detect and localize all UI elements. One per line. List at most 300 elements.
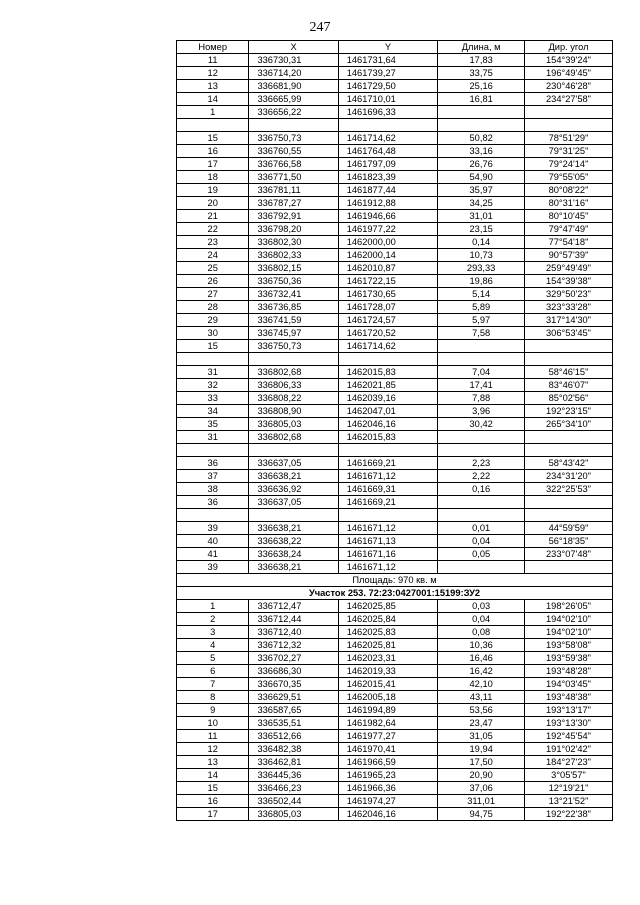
table-row xyxy=(177,67,613,80)
cell-x xyxy=(249,119,338,132)
table-row xyxy=(177,548,613,561)
table-row xyxy=(177,392,613,405)
cell-number: 22 xyxy=(177,223,249,236)
cell-angle: 154°39'38" xyxy=(524,275,612,288)
table-row xyxy=(177,457,613,470)
table-row xyxy=(177,652,613,665)
cell-x: 336802,33 xyxy=(249,249,338,262)
cell-number: 15 xyxy=(177,782,249,795)
cell-number: 14 xyxy=(177,769,249,782)
cell-length: 0,08 xyxy=(438,626,525,639)
cell-number: 26 xyxy=(177,275,249,288)
cell-x: 336802,68 xyxy=(249,366,338,379)
table-row xyxy=(177,431,613,444)
table-row xyxy=(177,132,613,145)
cell-angle: 83°46'07" xyxy=(524,379,612,392)
cell-length xyxy=(438,119,525,132)
page-number: 247 xyxy=(309,20,331,35)
cell-y: 1461714,62 xyxy=(338,132,438,145)
cell-x: 336781,11 xyxy=(249,184,338,197)
cell-length: 20,90 xyxy=(438,769,525,782)
cell-number: 11 xyxy=(177,54,249,67)
cell-x: 336802,68 xyxy=(249,431,338,444)
cell-x: 336805,03 xyxy=(249,418,338,431)
cell-length: 35,97 xyxy=(438,184,525,197)
table-row xyxy=(177,80,613,93)
table-row xyxy=(177,704,613,717)
cell-x: 336741,59 xyxy=(249,314,338,327)
cell-y: 1461977,22 xyxy=(338,223,438,236)
table-row xyxy=(177,470,613,483)
cell-y xyxy=(338,444,438,457)
cell-y: 1461912,88 xyxy=(338,197,438,210)
cell-y xyxy=(338,119,438,132)
cell-y: 1462000,14 xyxy=(338,249,438,262)
cell-number: 1 xyxy=(177,106,249,119)
table-row xyxy=(177,730,613,743)
cell-angle: 90°57'39" xyxy=(524,249,612,262)
table-row xyxy=(177,613,613,626)
cell-number: 37 xyxy=(177,470,249,483)
cell-angle xyxy=(524,496,612,509)
cell-x: 336766,58 xyxy=(249,158,338,171)
cell-y: 1461965,23 xyxy=(338,769,438,782)
cell-y: 1461729,50 xyxy=(338,80,438,93)
cell-number: 39 xyxy=(177,561,249,574)
cell-y: 1461982,64 xyxy=(338,717,438,730)
cell-length: 2,22 xyxy=(438,470,525,483)
cell-y: 1461823,39 xyxy=(338,171,438,184)
header-y: Y xyxy=(338,41,438,54)
cell-angle xyxy=(524,340,612,353)
table-row xyxy=(177,600,613,613)
cell-x: 336806,33 xyxy=(249,379,338,392)
cell-x: 336681,90 xyxy=(249,80,338,93)
cell-angle: 191°02'42" xyxy=(524,743,612,756)
cell-x: 336732,41 xyxy=(249,288,338,301)
cell-number: 14 xyxy=(177,93,249,106)
table-row xyxy=(177,769,613,782)
table-row xyxy=(177,678,613,691)
table-row xyxy=(177,665,613,678)
cell-length: 5,89 xyxy=(438,301,525,314)
cell-x: 336750,36 xyxy=(249,275,338,288)
cell-angle: 85°02'56" xyxy=(524,392,612,405)
area-row xyxy=(177,574,613,587)
cell-x: 336535,51 xyxy=(249,717,338,730)
cell-x: 336712,44 xyxy=(249,613,338,626)
table-summary xyxy=(177,574,613,600)
cell-angle: 44°59'59" xyxy=(524,522,612,535)
table-row xyxy=(177,483,613,496)
cell-number: 27 xyxy=(177,288,249,301)
cell-length: 5,97 xyxy=(438,314,525,327)
cell-x: 336636,92 xyxy=(249,483,338,496)
table-row xyxy=(177,366,613,379)
cell-number xyxy=(177,509,249,522)
cell-length: 26,76 xyxy=(438,158,525,171)
cell-x: 336502,44 xyxy=(249,795,338,808)
table-row xyxy=(177,145,613,158)
cell-angle: 56°18'35" xyxy=(524,535,612,548)
cell-length: 33,75 xyxy=(438,67,525,80)
table-row xyxy=(177,626,613,639)
cell-x: 336638,22 xyxy=(249,535,338,548)
cell-angle: 265°34'10" xyxy=(524,418,612,431)
cell-length: 53,56 xyxy=(438,704,525,717)
table-row xyxy=(177,535,613,548)
table-row xyxy=(177,288,613,301)
cell-y xyxy=(338,353,438,366)
table-body-part1 xyxy=(177,54,613,574)
cell-angle: 78°51'29" xyxy=(524,132,612,145)
table-header-row xyxy=(177,41,613,54)
cell-angle: 79°31'25" xyxy=(524,145,612,158)
cell-y: 1461720,52 xyxy=(338,327,438,340)
table-row xyxy=(177,340,613,353)
cell-x: 336750,73 xyxy=(249,340,338,353)
cell-y: 1461731,64 xyxy=(338,54,438,67)
cell-x: 336670,35 xyxy=(249,678,338,691)
cell-y: 1461946,66 xyxy=(338,210,438,223)
cell-angle: 193°59'38" xyxy=(524,652,612,665)
cell-x: 336745,97 xyxy=(249,327,338,340)
cell-x: 336771,50 xyxy=(249,171,338,184)
cell-y: 1462046,16 xyxy=(338,418,438,431)
cell-number: 12 xyxy=(177,67,249,80)
table-row xyxy=(177,119,613,132)
table-row xyxy=(177,301,613,314)
cell-x: 336445,36 xyxy=(249,769,338,782)
cell-x: 336702,27 xyxy=(249,652,338,665)
cell-angle: 58°46'15" xyxy=(524,366,612,379)
cell-length: 54,90 xyxy=(438,171,525,184)
header-direction-angle: Дир. угол xyxy=(524,41,612,54)
cell-y: 1461722,15 xyxy=(338,275,438,288)
cell-length: 19,94 xyxy=(438,743,525,756)
cell-number: 23 xyxy=(177,236,249,249)
cell-x: 336808,22 xyxy=(249,392,338,405)
table-row xyxy=(177,561,613,574)
cell-x xyxy=(249,444,338,457)
cell-length: 10,73 xyxy=(438,249,525,262)
cell-number: 10 xyxy=(177,717,249,730)
table-body-part2 xyxy=(177,600,613,821)
cell-length: 7,04 xyxy=(438,366,525,379)
cell-x: 336638,21 xyxy=(249,470,338,483)
table-row xyxy=(177,106,613,119)
table-row xyxy=(177,171,613,184)
cell-y: 1462010,87 xyxy=(338,262,438,275)
table-row xyxy=(177,93,613,106)
cell-length: 33,16 xyxy=(438,145,525,158)
cell-x xyxy=(249,509,338,522)
table-row xyxy=(177,496,613,509)
table-row xyxy=(177,262,613,275)
cell-length: 7,88 xyxy=(438,392,525,405)
cell-number: 16 xyxy=(177,145,249,158)
cell-angle: 329°50'23" xyxy=(524,288,612,301)
cell-x: 336466,23 xyxy=(249,782,338,795)
cell-number: 31 xyxy=(177,431,249,444)
table-row xyxy=(177,353,613,366)
cell-number: 38 xyxy=(177,483,249,496)
cell-number: 19 xyxy=(177,184,249,197)
cell-y: 1462025,85 xyxy=(338,600,438,613)
section-title: Участок 253. 72:23:0427001:15199:ЗУ2 xyxy=(177,587,613,600)
cell-length: 10,36 xyxy=(438,639,525,652)
cell-number: 17 xyxy=(177,158,249,171)
table-row xyxy=(177,327,613,340)
cell-y: 1462015,83 xyxy=(338,366,438,379)
cell-angle: 322°25'53" xyxy=(524,483,612,496)
cell-y: 1461764,48 xyxy=(338,145,438,158)
cell-angle: 234°31'20" xyxy=(524,470,612,483)
cell-length: 30,42 xyxy=(438,418,525,431)
cell-length: 0,04 xyxy=(438,613,525,626)
cell-number: 36 xyxy=(177,457,249,470)
table-row xyxy=(177,691,613,704)
table-row xyxy=(177,808,613,821)
cell-angle xyxy=(524,509,612,522)
cell-number xyxy=(177,119,249,132)
cell-y: 1461669,21 xyxy=(338,457,438,470)
cell-number xyxy=(177,353,249,366)
cell-y: 1462025,84 xyxy=(338,613,438,626)
cell-length xyxy=(438,509,525,522)
cell-y: 1461739,27 xyxy=(338,67,438,80)
cell-x: 336482,38 xyxy=(249,743,338,756)
cell-length: 7,58 xyxy=(438,327,525,340)
table-row xyxy=(177,405,613,418)
cell-angle: 193°58'08" xyxy=(524,639,612,652)
cell-y: 1462000,00 xyxy=(338,236,438,249)
cell-length: 2,23 xyxy=(438,457,525,470)
cell-number: 4 xyxy=(177,639,249,652)
cell-length: 0,16 xyxy=(438,483,525,496)
cell-x: 336637,05 xyxy=(249,496,338,509)
cell-number: 35 xyxy=(177,418,249,431)
cell-number: 32 xyxy=(177,379,249,392)
cell-number: 15 xyxy=(177,340,249,353)
cell-y: 1461724,57 xyxy=(338,314,438,327)
cell-length: 311,01 xyxy=(438,795,525,808)
cell-y: 1462046,16 xyxy=(338,808,438,821)
cell-number: 34 xyxy=(177,405,249,418)
cell-number: 7 xyxy=(177,678,249,691)
cell-angle: 79°47'49" xyxy=(524,223,612,236)
cell-length: 16,81 xyxy=(438,93,525,106)
table-row xyxy=(177,743,613,756)
cell-angle: 3°05'57" xyxy=(524,769,612,782)
cell-angle: 12°19'21" xyxy=(524,782,612,795)
table-row xyxy=(177,444,613,457)
cell-x: 336629,51 xyxy=(249,691,338,704)
cell-y: 1462023,31 xyxy=(338,652,438,665)
table-row xyxy=(177,54,613,67)
cell-angle: 193°48'38" xyxy=(524,691,612,704)
cell-length: 5,14 xyxy=(438,288,525,301)
cell-length: 0,05 xyxy=(438,548,525,561)
cell-x: 336656,22 xyxy=(249,106,338,119)
cell-angle: 198°26'05" xyxy=(524,600,612,613)
cell-number: 40 xyxy=(177,535,249,548)
cell-y: 1462019,33 xyxy=(338,665,438,678)
cell-number: 25 xyxy=(177,262,249,275)
cell-angle xyxy=(524,353,612,366)
cell-length: 94,75 xyxy=(438,808,525,821)
cell-angle xyxy=(524,444,612,457)
cell-angle: 192°45'54" xyxy=(524,730,612,743)
cell-x: 336750,73 xyxy=(249,132,338,145)
coordinates-table xyxy=(176,40,613,821)
cell-length: 31,01 xyxy=(438,210,525,223)
cell-number: 6 xyxy=(177,665,249,678)
cell-length: 42,10 xyxy=(438,678,525,691)
table-row xyxy=(177,314,613,327)
cell-angle: 323°33'28" xyxy=(524,301,612,314)
cell-y: 1461669,31 xyxy=(338,483,438,496)
cell-x: 336462,81 xyxy=(249,756,338,769)
table-row xyxy=(177,509,613,522)
cell-y: 1462021,85 xyxy=(338,379,438,392)
cell-x: 336712,32 xyxy=(249,639,338,652)
cell-angle: 230°46'28" xyxy=(524,80,612,93)
cell-y: 1461714,62 xyxy=(338,340,438,353)
cell-angle: 58°43'42" xyxy=(524,457,612,470)
header-x: X xyxy=(249,41,338,54)
cell-y: 1461877,44 xyxy=(338,184,438,197)
cell-length: 17,41 xyxy=(438,379,525,392)
table-row xyxy=(177,795,613,808)
cell-angle: 194°02'10" xyxy=(524,613,612,626)
table-row xyxy=(177,210,613,223)
cell-x xyxy=(249,353,338,366)
cell-x: 336665,99 xyxy=(249,93,338,106)
cell-angle: 79°24'14" xyxy=(524,158,612,171)
cell-length xyxy=(438,496,525,509)
cell-number xyxy=(177,444,249,457)
table-row xyxy=(177,756,613,769)
table-row xyxy=(177,379,613,392)
cell-y: 1462039,16 xyxy=(338,392,438,405)
cell-x: 336638,21 xyxy=(249,561,338,574)
table-row xyxy=(177,158,613,171)
cell-angle: 154°39'24" xyxy=(524,54,612,67)
cell-angle xyxy=(524,119,612,132)
cell-y: 1461994,89 xyxy=(338,704,438,717)
cell-length: 43,11 xyxy=(438,691,525,704)
cell-x: 336730,31 xyxy=(249,54,338,67)
cell-x: 336587,65 xyxy=(249,704,338,717)
cell-y: 1461710,01 xyxy=(338,93,438,106)
cell-length: 0,03 xyxy=(438,600,525,613)
cell-angle xyxy=(524,106,612,119)
cell-number: 17 xyxy=(177,808,249,821)
table-row xyxy=(177,223,613,236)
header-length: Длина, м xyxy=(438,41,525,54)
cell-length xyxy=(438,444,525,457)
cell-length: 31,05 xyxy=(438,730,525,743)
cell-length: 0,14 xyxy=(438,236,525,249)
cell-angle: 193°13'17" xyxy=(524,704,612,717)
cell-x: 336712,47 xyxy=(249,600,338,613)
cell-angle xyxy=(524,561,612,574)
table-row xyxy=(177,782,613,795)
cell-number: 1 xyxy=(177,600,249,613)
table-row xyxy=(177,184,613,197)
cell-angle: 317°14'30" xyxy=(524,314,612,327)
cell-length: 293,33 xyxy=(438,262,525,275)
cell-y: 1461966,59 xyxy=(338,756,438,769)
cell-number: 8 xyxy=(177,691,249,704)
cell-length: 3,96 xyxy=(438,405,525,418)
cell-y: 1462015,41 xyxy=(338,678,438,691)
cell-y: 1462015,83 xyxy=(338,431,438,444)
cell-y: 1461728,07 xyxy=(338,301,438,314)
table-row xyxy=(177,522,613,535)
cell-length: 25,16 xyxy=(438,80,525,93)
table-row xyxy=(177,236,613,249)
cell-y: 1461797,09 xyxy=(338,158,438,171)
cell-number: 33 xyxy=(177,392,249,405)
cell-length: 50,82 xyxy=(438,132,525,145)
cell-y: 1461671,16 xyxy=(338,548,438,561)
cell-angle: 194°02'10" xyxy=(524,626,612,639)
cell-x: 336760,55 xyxy=(249,145,338,158)
cell-angle: 80°08'22" xyxy=(524,184,612,197)
cell-length: 19,86 xyxy=(438,275,525,288)
cell-angle: 234°27'58" xyxy=(524,93,612,106)
cell-x: 336637,05 xyxy=(249,457,338,470)
cell-length: 23,15 xyxy=(438,223,525,236)
cell-length xyxy=(438,340,525,353)
cell-y: 1461966,36 xyxy=(338,782,438,795)
table-row xyxy=(177,249,613,262)
cell-angle: 192°23'15" xyxy=(524,405,612,418)
cell-number: 9 xyxy=(177,704,249,717)
cell-y: 1461696,33 xyxy=(338,106,438,119)
cell-number: 39 xyxy=(177,522,249,535)
table-row xyxy=(177,275,613,288)
cell-angle: 306°53'45" xyxy=(524,327,612,340)
cell-length xyxy=(438,431,525,444)
cell-y: 1462025,81 xyxy=(338,639,438,652)
cell-length: 37,06 xyxy=(438,782,525,795)
cell-x: 336802,15 xyxy=(249,262,338,275)
cell-y: 1462025,83 xyxy=(338,626,438,639)
cell-x: 336736,85 xyxy=(249,301,338,314)
cell-x: 336638,24 xyxy=(249,548,338,561)
cell-y: 1461970,41 xyxy=(338,743,438,756)
cell-angle: 79°55'05" xyxy=(524,171,612,184)
cell-length: 16,46 xyxy=(438,652,525,665)
cell-number: 18 xyxy=(177,171,249,184)
cell-angle: 184°27'23" xyxy=(524,756,612,769)
cell-number: 3 xyxy=(177,626,249,639)
cell-length xyxy=(438,106,525,119)
cell-number: 30 xyxy=(177,327,249,340)
cell-y: 1461671,12 xyxy=(338,522,438,535)
cell-x: 336798,20 xyxy=(249,223,338,236)
cell-y: 1461671,13 xyxy=(338,535,438,548)
cell-angle: 192°22'38" xyxy=(524,808,612,821)
cell-number: 24 xyxy=(177,249,249,262)
cell-angle: 80°31'16" xyxy=(524,197,612,210)
cell-angle: 77°54'18" xyxy=(524,236,612,249)
cell-x: 336512,66 xyxy=(249,730,338,743)
cell-number: 21 xyxy=(177,210,249,223)
